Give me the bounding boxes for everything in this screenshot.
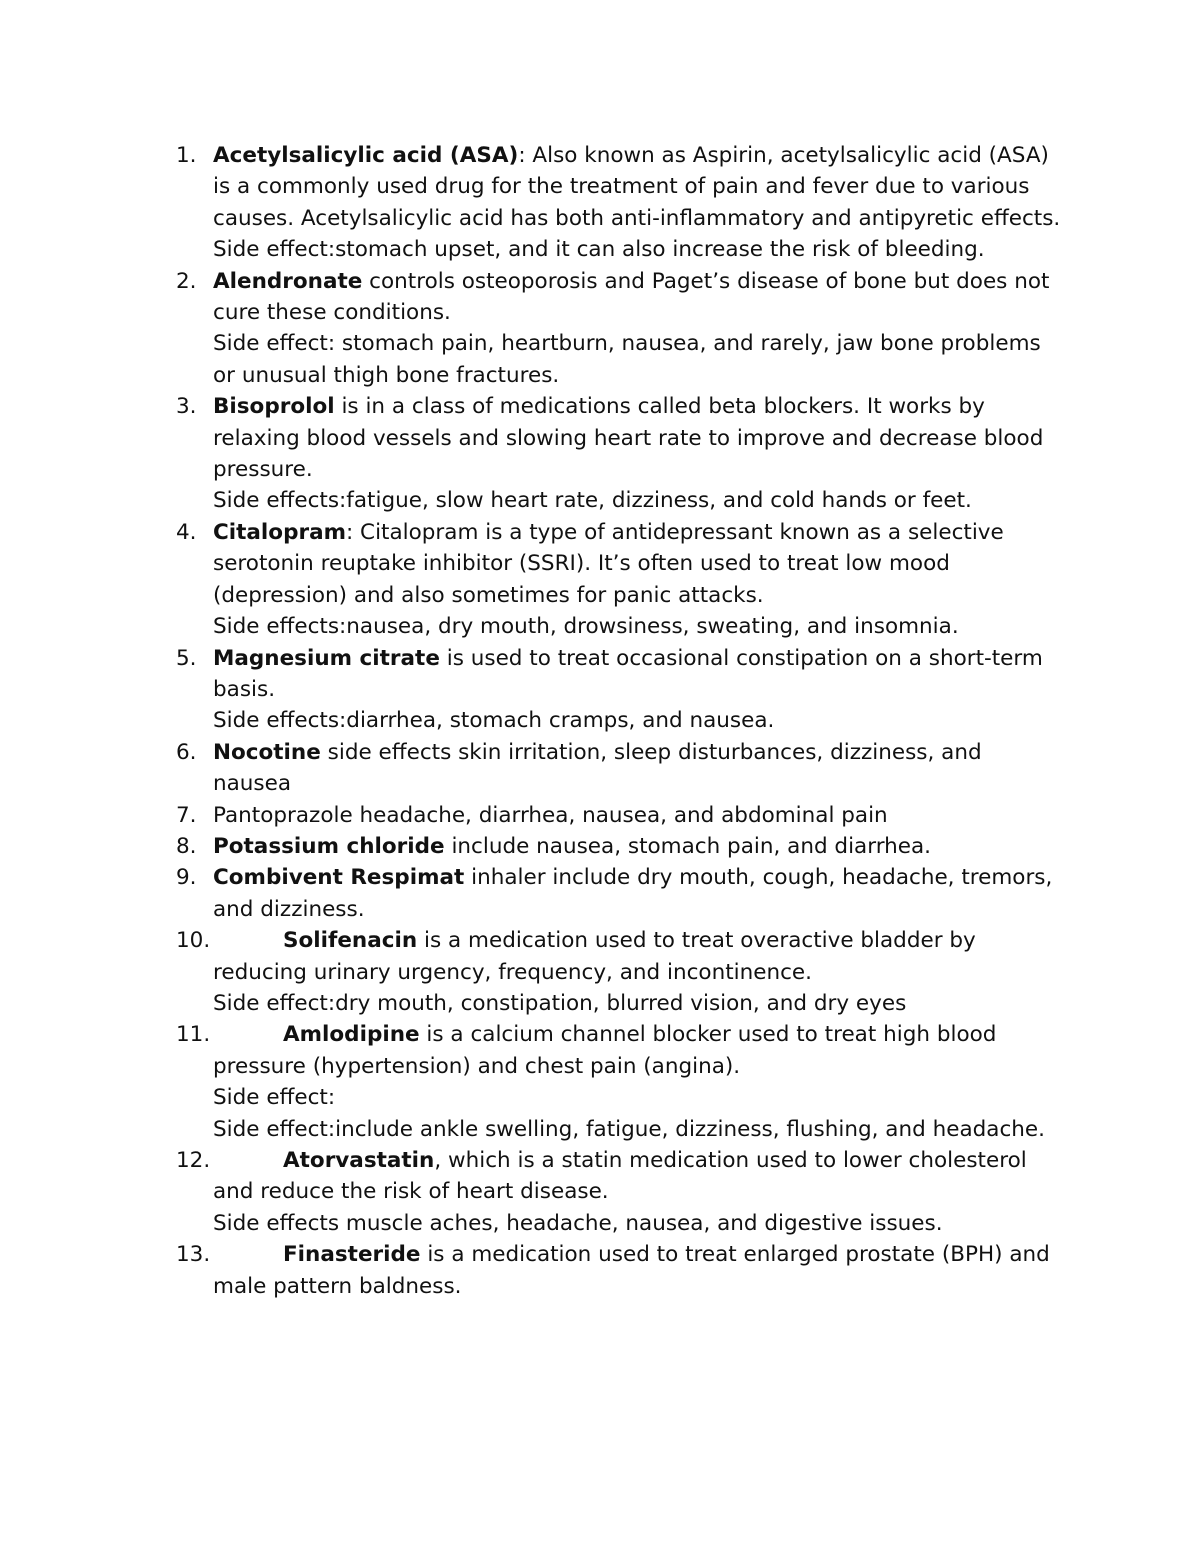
medication-name: Atorvastatin [283, 1148, 435, 1173]
medication-name: Citalopram [213, 519, 346, 545]
list-item [0, 862, 1200, 925]
medication-text: is a calcium channel blocker used to treat high blood pressure (hypertension) and chest pain (angina). [213, 1022, 997, 1079]
item-description [213, 925, 1065, 988]
item-description [213, 1145, 1065, 1208]
item-number: 6. [176, 739, 197, 765]
item-number: 4. [176, 519, 197, 545]
side-effect-line: Side effects:diarrhea, stomach cramps, and nausea. [213, 708, 775, 734]
item-description [213, 391, 1065, 485]
medication-text: is in a class of medications called beta blockers. It works by relaxing blood vessels and slowing heart rate to improve and decrease blood pressure. [213, 394, 1044, 483]
list-item [0, 925, 1200, 1019]
medication-name: Potassium chloride [213, 833, 445, 859]
item-description [213, 1019, 1065, 1082]
medication-text: is a medication used to treat overactive bladder by reducing urinary urgency, frequency, and incontinence. [213, 928, 976, 985]
medication-name: Nocotine [213, 739, 321, 765]
item-number: 1. [176, 143, 197, 168]
medication-text: , which is a statin medication used to lower cholesterol and reduce the risk of heart disease. [213, 1148, 1027, 1205]
list-item [0, 800, 1200, 831]
medication-text: Pantoprazole headache, diarrhea, nausea, and abdominal pain [213, 802, 888, 828]
item-description [213, 831, 1065, 862]
medication-text: inhaler include dry mouth, cough, headache, tremors, and dizziness. [213, 865, 1053, 922]
medication-text: : Citalopram is a type of antidepressant known as a selective serotonin reuptake inhibitor (SSRI). It’s often used to treat low mood (depression) and also sometimes for panic attacks. [213, 519, 1004, 608]
item-number: 13. [176, 1242, 211, 1268]
item-description [213, 800, 1065, 831]
item-number: 2. [176, 268, 197, 294]
list-item [0, 391, 1200, 517]
list-item [0, 140, 1200, 266]
side-effect-line: Side effects:fatigue, slow heart rate, dizziness, and cold hands or feet. [213, 488, 972, 514]
medication-text: : Also known as Aspirin, acetylsalicylic acid (ASA) is a commonly used drug for the treatment of pain and fever due to various causes. Acetylsalicylic acid has both anti-inflammatory and antipyretic effects. [213, 143, 1061, 231]
item-description [213, 862, 1065, 925]
medication-text: include nausea, stomach pain, and diarrhea. [444, 833, 932, 859]
medication-name: Combivent Respimat [213, 865, 465, 891]
medication-name: Acetylsalicylic acid (ASA) [213, 143, 519, 168]
list-item [0, 517, 1200, 643]
medication-name: Finasteride [283, 1242, 421, 1268]
list-item [0, 737, 1200, 800]
side-effect-line: Side effect: [213, 1085, 336, 1111]
medication-name: Amlodipine [283, 1022, 420, 1048]
item-number: 10. [176, 928, 211, 954]
item-number: 11. [176, 1022, 211, 1048]
item-number: 3. [176, 394, 197, 420]
list-item [0, 1145, 1200, 1239]
side-effect-line: Side effects muscle aches, headache, nausea, and digestive issues. [213, 1210, 943, 1236]
list-item [0, 831, 1200, 862]
list-item [0, 266, 1200, 392]
item-description [213, 643, 1065, 706]
list-item [0, 1019, 1200, 1145]
medication-list [0, 140, 1200, 1302]
item-description [213, 1239, 1065, 1302]
item-description [213, 266, 1065, 329]
medication-text: controls osteoporosis and Paget’s disease of bone but does not cure these conditions. [213, 268, 1050, 326]
item-description [213, 140, 1065, 234]
medication-name: Magnesium citrate [213, 645, 440, 671]
item-number: 8. [176, 833, 197, 859]
side-effect-line: Side effect:include ankle swelling, fatigue, dizziness, flushing, and headache. [213, 1116, 1045, 1142]
item-description [213, 737, 1065, 800]
list-item [0, 643, 1200, 737]
side-effect-line: Side effect:dry mouth, constipation, blurred vision, and dry eyes [213, 990, 907, 1016]
list-item [0, 1239, 1200, 1302]
side-effect-line: Side effect: stomach pain, heartburn, nausea, and rarely, jaw bone problems or unusual thigh bone fractures. [213, 331, 1041, 388]
medication-name: Bisoprolol [213, 394, 335, 420]
medication-name: Alendronate [213, 268, 363, 294]
side-effect-line: Side effects:nausea, dry mouth, drowsiness, sweating, and insomnia. [213, 614, 959, 640]
medication-name: Solifenacin [283, 928, 418, 954]
item-number: 5. [176, 645, 197, 671]
medication-text: is used to treat occasional constipation on a short-term basis. [213, 645, 1043, 702]
item-number: 9. [176, 865, 197, 891]
medication-text: is a medication used to treat enlarged prostate (BPH) and male pattern baldness. [213, 1242, 1050, 1299]
side-effect-line: Side effect:stomach upset, and it can also increase the risk of bleeding. [213, 237, 985, 263]
item-number: 7. [176, 802, 197, 828]
item-description [213, 517, 1065, 611]
item-number: 12. [176, 1148, 211, 1173]
medication-text: side effects skin irritation, sleep disturbances, dizziness, and nausea [213, 739, 982, 797]
